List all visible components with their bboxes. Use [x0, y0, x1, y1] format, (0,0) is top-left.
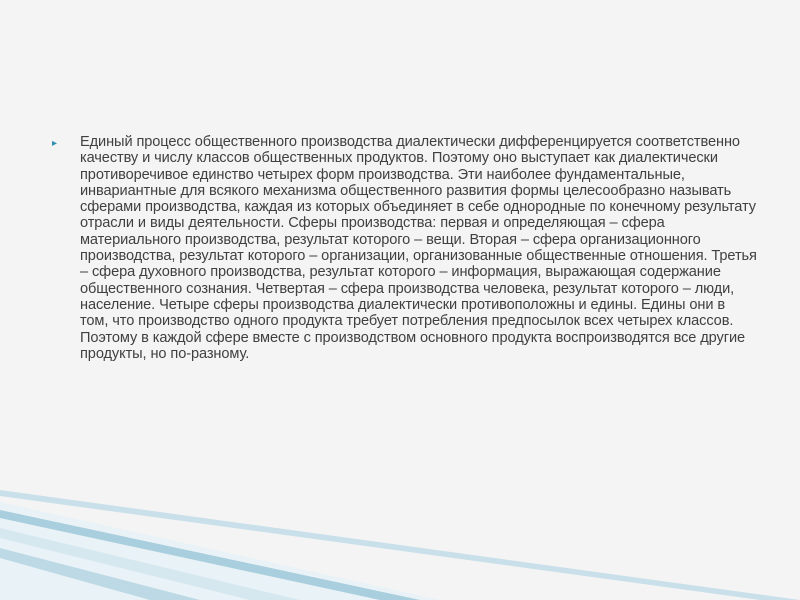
bullet-item: [52, 134, 757, 362]
slide-content: [52, 134, 757, 362]
decorative-stripes: [0, 490, 800, 600]
bullet-arrow-icon: ▸: [52, 138, 58, 149]
body-paragraph: Единый процесс общественного производства диалектически дифференцируется соответственно качеству и числу классов общественных продуктов. Поэтому оно выступает как диалектически противоречивое единство четырех форм производства. Эти наиболее фундаментальные, инвариантные для всякого механизма общественного развития формы целесообразно называть сферами производства, каждая из которых объединяет в себе однородные по конечному результату отрасли и виды деятельности. Сферы производства: первая и определяющая – сфера материального производства, результат которого – вещи. Вторая – сфера организационного производства, результат которого – организации, организованные общественные отношения. Третья – сфера духовного производства, результат которого – информация, выражающая содержание общественного сознания. Четвертая – сфера производства человека, результат которого – люди, население. Четыре сферы производства диалектически противоположны и едины. Едины они в том, что производство одного продукта требует потребления предпосылок всех четырех классов. Поэтому в каждой сфере вместе с производством основного продукта воспроизводятся все другие продукты, но по-разному.: [80, 134, 757, 362]
